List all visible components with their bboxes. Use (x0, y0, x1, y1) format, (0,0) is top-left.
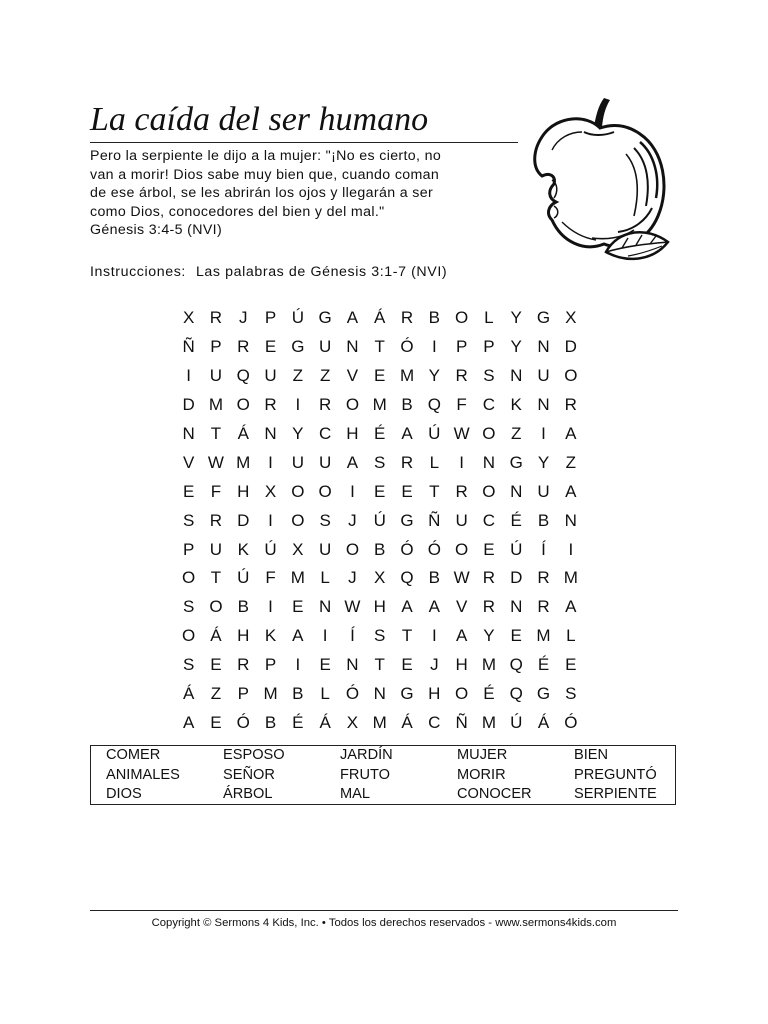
grid-letter[interactable]: X (292, 539, 304, 559)
grid-letter[interactable]: Z (319, 366, 331, 386)
grid-letter[interactable]: S (374, 626, 386, 646)
grid-letter[interactable]: Ú (510, 539, 523, 559)
word-bank-item: COMER (106, 747, 161, 763)
grid-letter[interactable]: Í (350, 626, 355, 646)
grid-letter[interactable]: M (536, 626, 551, 646)
grid-letter[interactable]: K (510, 395, 522, 415)
grid-letter[interactable]: G (318, 308, 332, 328)
word-bank-item: ANIMALES (106, 766, 180, 783)
grid-letter[interactable]: U (318, 539, 332, 559)
word-bank-column (340, 746, 393, 805)
grid-letter[interactable]: O (482, 424, 496, 443)
grid-letter[interactable]: N (564, 510, 577, 530)
grid-letter[interactable]: Ñ (182, 337, 195, 357)
grid-letter[interactable]: Ú (291, 308, 304, 328)
grid-letter[interactable]: I (431, 337, 437, 357)
verse-line: como Dios, conocedores del bien y del mal." (90, 203, 385, 220)
grid-letter[interactable]: N (264, 424, 277, 443)
grid-letter[interactable]: H (428, 684, 441, 704)
grid-letter[interactable]: H (237, 626, 250, 646)
instructions-label: Instrucciones: (90, 264, 186, 280)
word-bank-column (106, 746, 180, 805)
grid-letter[interactable]: R (537, 597, 550, 617)
grid-letter[interactable]: Z (565, 452, 576, 472)
grid-letter[interactable]: B (237, 597, 249, 617)
apple-with-bite-and-leaf-icon (522, 92, 680, 272)
grid-letter[interactable]: A (565, 481, 577, 501)
grid-letter[interactable]: Z (511, 424, 522, 443)
grid-letter[interactable]: I (350, 481, 355, 501)
word-bank-item: ESPOSO (223, 747, 285, 763)
grid-letter[interactable]: U (455, 510, 468, 530)
grid-letter[interactable]: H (346, 424, 359, 443)
grid-letter[interactable]: P (264, 308, 277, 328)
grid-letter[interactable]: B (428, 568, 440, 588)
grid-letter[interactable]: X (374, 568, 386, 588)
grid-letter[interactable]: R (400, 308, 414, 328)
grid-letter[interactable]: S (319, 510, 331, 530)
grid-letter[interactable]: M (399, 366, 415, 386)
grid-letter[interactable]: R (482, 568, 496, 588)
grid-letter[interactable]: G (291, 337, 305, 357)
word-bank-item: MUJER (457, 747, 508, 763)
grid-letter[interactable]: I (268, 510, 273, 530)
grid-letter[interactable]: Q (509, 684, 523, 704)
grid-letter[interactable]: V (346, 366, 359, 386)
grid-letter[interactable]: G (536, 684, 551, 704)
grid-letter[interactable]: A (428, 597, 440, 617)
grid-letter[interactable]: L (429, 452, 440, 472)
grid-letter[interactable]: M (481, 655, 496, 675)
word-bank-item: SERPIENTE (574, 786, 657, 802)
grid-letter[interactable]: G (400, 684, 414, 704)
grid-letter[interactable]: L (484, 308, 494, 328)
grid-letter[interactable]: S (182, 655, 195, 675)
verse-line: de ese árbol, se les abrirán los ojos y llegarán a ser (90, 185, 434, 201)
word-search-grid[interactable] (175, 304, 584, 737)
grid-letter[interactable]: E (292, 597, 304, 617)
grid-letter[interactable]: T (374, 337, 385, 357)
grid-letter[interactable]: R (237, 337, 250, 357)
grid-letter[interactable]: E (374, 481, 386, 501)
grid-letter[interactable]: D (510, 568, 523, 588)
instructions-text: Las palabras de Génesis 3:1-7 (NVI) (195, 264, 448, 280)
grid-letter[interactable]: F (456, 395, 467, 415)
grid-letter[interactable]: W (453, 568, 470, 588)
grid-letter[interactable]: A (401, 597, 413, 617)
grid-letter[interactable]: X (264, 481, 277, 501)
grid-letter[interactable]: D (182, 395, 195, 415)
grid-letter[interactable]: Ú (428, 424, 441, 443)
grid-letter[interactable]: O (209, 597, 223, 617)
grid-letter[interactable]: Q (509, 655, 523, 675)
grid-letter[interactable]: O (345, 395, 360, 415)
grid-letter[interactable]: R (237, 655, 250, 675)
grid-letter[interactable]: P (455, 337, 468, 357)
grid-letter[interactable]: S (565, 684, 577, 704)
grid-letter[interactable]: E (182, 481, 195, 501)
grid-letter[interactable]: Ó (345, 684, 360, 704)
grid-letter[interactable]: Ó (400, 539, 414, 559)
grid-letter[interactable]: R (318, 395, 332, 415)
footer-divider (90, 910, 678, 911)
grid-letter[interactable]: J (348, 510, 357, 530)
grid-letter[interactable]: J (238, 308, 248, 328)
grid-letter[interactable]: Z (292, 366, 304, 386)
grid-letter[interactable]: M (372, 712, 387, 732)
grid-letter[interactable]: Á (237, 424, 249, 443)
word-bank-item: MAL (340, 786, 371, 802)
grid-letter[interactable]: O (182, 626, 196, 646)
copyright-footer: Copyright © Sermons 4 Kids, Inc. • Todos los derechos reservados - www.sermons4kids.com (151, 917, 617, 929)
grid-letter[interactable]: E (401, 481, 413, 501)
grid-letter[interactable]: I (295, 395, 301, 415)
page-title: La caída del ser humano (90, 101, 429, 138)
grid-letter[interactable]: Y (428, 366, 440, 386)
grid-letter[interactable]: R (455, 481, 468, 501)
grid-letter[interactable]: T (210, 424, 222, 443)
word-bank-column (574, 746, 657, 805)
grid-letter[interactable]: M (236, 452, 251, 472)
grid-letter[interactable]: N (346, 655, 359, 675)
grid-letter[interactable]: X (182, 308, 195, 328)
grid-letter[interactable]: N (373, 684, 386, 704)
grid-letter[interactable]: H (455, 655, 468, 675)
grid-letter[interactable]: R (537, 568, 550, 588)
grid-letter[interactable]: A (401, 424, 413, 443)
grid-letter[interactable]: U (318, 337, 332, 357)
grid-letter[interactable]: K (264, 626, 277, 646)
grid-letter[interactable]: É (483, 684, 495, 704)
grid-letter[interactable]: E (483, 539, 495, 559)
grid-letter[interactable]: O (455, 684, 469, 704)
grid-letter[interactable]: M (263, 684, 278, 704)
grid-letter[interactable]: W (453, 424, 470, 443)
grid-letter[interactable]: W (344, 597, 361, 617)
grid-letter[interactable]: O (291, 481, 305, 501)
grid-letter[interactable]: A (565, 597, 577, 617)
grid-letter[interactable]: C (318, 424, 332, 443)
grid-letter[interactable]: B (292, 684, 304, 704)
grid-letter[interactable]: U (537, 481, 550, 501)
grid-letter[interactable]: E (401, 655, 413, 675)
grid-letter[interactable]: T (401, 626, 413, 646)
grid-letter[interactable]: Y (510, 337, 522, 357)
grid-letter[interactable]: U (537, 366, 550, 386)
grid-letter[interactable]: É (510, 510, 522, 530)
word-bank-item: MORIR (457, 766, 506, 783)
grid-letter[interactable]: N (510, 481, 523, 501)
grid-letter[interactable]: U (209, 366, 223, 386)
grid-letter[interactable]: A (346, 308, 359, 328)
grid-letter[interactable]: V (455, 597, 468, 617)
grid-letter[interactable]: A (292, 626, 304, 646)
grid-letter[interactable]: I (295, 655, 301, 675)
word-bank-item: CONOCER (457, 786, 532, 802)
grid-letter[interactable]: O (455, 539, 469, 559)
grid-letter[interactable]: Ó (400, 337, 414, 357)
grid-letter[interactable]: Ú (373, 510, 386, 530)
grid-letter[interactable]: N (510, 366, 523, 386)
grid-letter[interactable]: N (182, 424, 195, 443)
grid-letter[interactable]: Ñ (455, 712, 468, 732)
grid-letter[interactable]: B (264, 712, 277, 732)
grid-letter[interactable]: E (210, 655, 222, 675)
grid-letter[interactable]: P (210, 337, 222, 357)
grid-letter[interactable]: N (346, 337, 359, 357)
grid-letter[interactable]: Z (210, 684, 222, 704)
grid-letter[interactable]: J (430, 655, 439, 675)
grid-letter[interactable]: X (565, 308, 577, 328)
grid-letter[interactable]: R (455, 366, 468, 386)
grid-letter[interactable]: D (564, 337, 577, 357)
grid-letter[interactable]: P (237, 684, 249, 704)
grid-letter[interactable]: T (210, 568, 222, 588)
grid-letter[interactable]: N (537, 337, 550, 357)
grid-letter[interactable]: O (455, 308, 469, 328)
grid-letter[interactable]: H (237, 481, 250, 501)
grid-letter[interactable]: K (237, 539, 249, 559)
grid-letter[interactable]: B (537, 510, 550, 530)
grid-letter[interactable]: B (374, 539, 386, 559)
grid-letter[interactable]: S (374, 452, 386, 472)
grid-letter[interactable]: Á (182, 684, 195, 704)
grid-letter[interactable]: I (568, 539, 574, 559)
grid-letter[interactable]: L (320, 568, 330, 588)
verse-line: Pero la serpiente le dijo a la mujer: "¡No es cierto, no (90, 148, 442, 164)
grid-letter[interactable]: Á (401, 712, 413, 732)
word-bank-item: DIOS (106, 786, 142, 802)
grid-letter[interactable]: T (429, 481, 440, 501)
grid-letter[interactable]: E (374, 366, 386, 386)
title-divider (90, 142, 518, 143)
grid-letter[interactable]: Y (483, 626, 495, 646)
grid-letter[interactable]: O (236, 395, 250, 415)
grid-letter[interactable]: E (510, 626, 522, 646)
grid-letter[interactable]: U (291, 452, 304, 472)
grid-letter[interactable]: R (264, 395, 277, 415)
grid-letter[interactable]: Q (400, 568, 414, 588)
grid-letter[interactable]: J (348, 568, 357, 588)
grid-letter[interactable]: B (401, 395, 413, 415)
grid-letter[interactable]: N (318, 597, 332, 617)
grid-letter[interactable]: E (565, 655, 577, 675)
grid-letter[interactable]: E (210, 712, 222, 732)
grid-letter[interactable]: P (264, 655, 277, 675)
grid-letter[interactable]: A (565, 424, 577, 443)
grid-letter[interactable]: M (372, 395, 387, 415)
grid-letter[interactable]: O (182, 568, 196, 588)
grid-letter[interactable]: Y (537, 452, 550, 472)
bible-verse (90, 147, 520, 240)
grid-letter[interactable]: Y (292, 424, 304, 443)
grid-letter[interactable]: L (320, 684, 330, 704)
grid-letter[interactable]: Ñ (428, 510, 441, 530)
grid-letter[interactable]: C (482, 395, 496, 415)
grid-letter[interactable]: É (292, 712, 304, 732)
grid-letter[interactable]: O (482, 481, 496, 501)
grid-letter[interactable]: Y (510, 308, 522, 328)
grid-letter[interactable]: Á (374, 308, 386, 328)
word-bank-item: FRUTO (340, 766, 390, 783)
grid-letter[interactable]: R (400, 452, 414, 472)
grid-letter[interactable]: G (536, 308, 551, 328)
grid-letter[interactable]: I (268, 597, 273, 617)
grid-letter[interactable]: É (374, 424, 386, 443)
grid-letter[interactable]: A (455, 626, 468, 646)
grid-letter[interactable]: O (564, 366, 578, 386)
grid-letter[interactable]: N (482, 452, 496, 472)
grid-letter[interactable]: I (459, 452, 464, 472)
grid-letter[interactable]: P (483, 337, 495, 357)
grid-letter[interactable]: I (186, 366, 192, 386)
grid-letter[interactable]: A (346, 452, 359, 472)
grid-letter[interactable]: D (237, 510, 250, 530)
grid-letter[interactable]: Q (427, 395, 441, 415)
grid-letter[interactable]: I (541, 424, 546, 443)
grid-letter[interactable]: U (264, 366, 277, 386)
instructions (90, 263, 447, 281)
grid-letter[interactable]: V (182, 452, 195, 472)
grid-letter[interactable]: Á (537, 712, 550, 732)
grid-letter[interactable]: S (182, 510, 195, 530)
word-bank-item: PREGUNTÓ (574, 766, 657, 783)
grid-letter[interactable]: C (482, 510, 496, 530)
grid-letter[interactable]: S (182, 597, 195, 617)
grid-letter[interactable]: G (400, 510, 414, 530)
word-bank-item: SEÑOR (223, 766, 275, 783)
grid-letter[interactable]: C (428, 712, 441, 732)
word-bank-column (457, 746, 532, 805)
grid-letter[interactable]: F (265, 568, 276, 588)
grid-letter[interactable]: G (509, 452, 523, 472)
grid-letter[interactable]: R (482, 597, 496, 617)
grid-letter[interactable]: A (182, 712, 195, 732)
grid-letter[interactable]: É (537, 655, 550, 675)
grid-letter[interactable]: I (322, 626, 328, 646)
grid-letter[interactable]: I (431, 626, 437, 646)
grid-letter[interactable]: N (510, 597, 523, 617)
word-bank (90, 745, 676, 805)
word-bank-item: ÁRBOL (223, 786, 273, 802)
word-bank-item: JARDÍN (340, 747, 393, 763)
grid-letter[interactable]: E (319, 655, 331, 675)
grid-letter[interactable]: Ó (236, 712, 250, 732)
grid-letter[interactable]: P (182, 539, 195, 559)
grid-letter[interactable]: M (290, 568, 305, 588)
grid-letter[interactable]: B (428, 308, 440, 328)
grid-letter[interactable]: M (208, 395, 224, 415)
verse-reference: Génesis 3:4-5 (NVI) (90, 222, 223, 238)
grid-letter[interactable]: W (207, 452, 224, 472)
grid-letter[interactable]: M (481, 712, 496, 732)
grid-letter[interactable]: S (483, 366, 495, 386)
word-bank-column (223, 746, 285, 805)
grid-letter[interactable]: O (318, 481, 332, 501)
grid-letter[interactable]: O (345, 539, 360, 559)
grid-letter[interactable]: Ó (427, 539, 441, 559)
grid-letter[interactable]: Ú (510, 712, 523, 732)
grid-letter[interactable]: X (346, 712, 359, 732)
grid-letter[interactable]: Ó (564, 712, 578, 732)
grid-letter[interactable]: R (209, 510, 223, 530)
grid-letter[interactable]: U (209, 539, 223, 559)
grid-letter[interactable]: Á (210, 626, 222, 646)
grid-letter[interactable]: R (209, 308, 223, 328)
grid-letter[interactable]: F (210, 481, 222, 501)
grid-letter[interactable]: N (537, 395, 550, 415)
grid-letter[interactable]: Í (541, 539, 546, 559)
word-bank-item: BIEN (574, 747, 609, 763)
grid-letter[interactable]: L (566, 626, 576, 646)
grid-letter[interactable]: T (374, 655, 385, 675)
grid-letter[interactable]: O (291, 510, 305, 530)
grid-letter[interactable]: Q (236, 366, 250, 386)
grid-letter[interactable]: E (264, 337, 277, 357)
grid-letter[interactable]: Á (319, 712, 331, 732)
grid-letter[interactable]: R (564, 395, 577, 415)
grid-letter[interactable]: H (373, 597, 386, 617)
grid-letter[interactable]: Ú (264, 539, 277, 559)
grid-letter[interactable]: Ú (237, 568, 250, 588)
grid-letter[interactable]: I (268, 452, 273, 472)
grid-letter[interactable]: M (563, 568, 578, 588)
grid-letter[interactable]: U (318, 452, 332, 472)
verse-line: van a morir! Dios sabe muy bien que, cuando coman (90, 166, 440, 183)
